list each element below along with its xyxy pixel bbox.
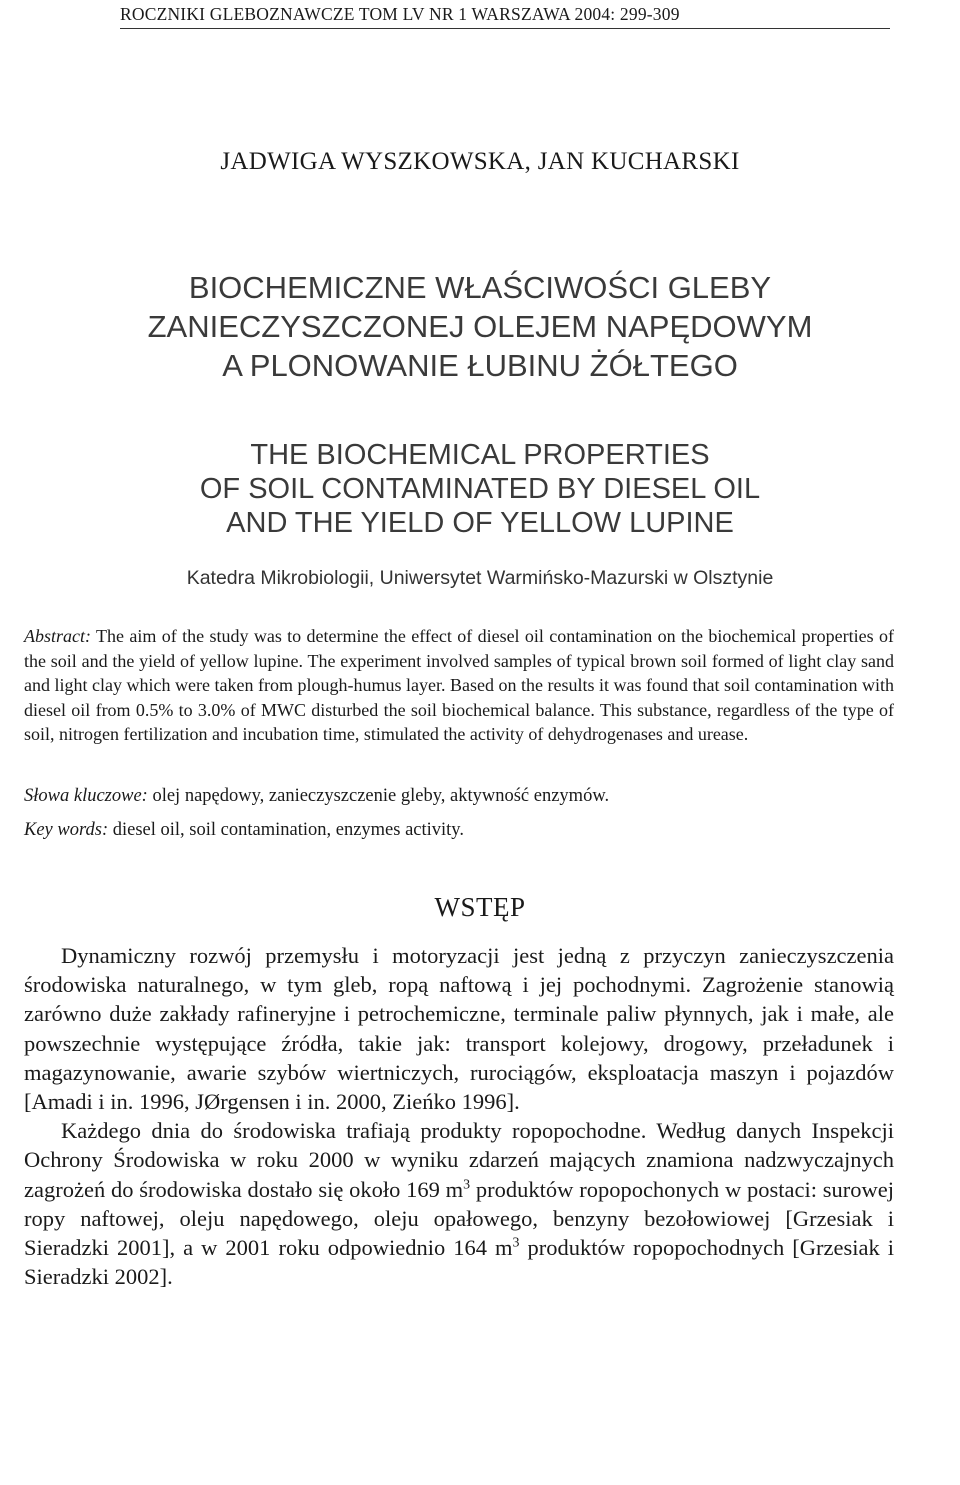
title-english-line: AND THE YIELD OF YELLOW LUPINE (226, 507, 734, 539)
title-polish-line: A PLONOWANIE ŁUBINU ŻÓŁTEGO (222, 348, 738, 383)
abstract-label: Abstract: (24, 626, 91, 646)
keywords-english (24, 820, 464, 841)
keywords-polish (24, 786, 609, 807)
title-english (0, 438, 960, 540)
body-paragraph (24, 1116, 894, 1291)
keywords-polish-label: Słowa kluczowe: (24, 786, 148, 806)
body-text-segment: produktów ropopochonych w postaci: surowej ropy naftowej, oleju napędowego, oleju opałowego, benzyny bezołowiowej [Grzesiak i Sieradzki 2001], a w 2001 roku odpowiednio 164 m (24, 1176, 894, 1261)
abstract-text: The aim of the study was to determine the effect of diesel oil contamination on the biochemical properties of the soil and the yield of yellow lupine. The experiment involved samples of typical brown soil formed of light clay sand and light clay which were taken from plough-humus layer. Based on the results it was found that soil contamination with diesel oil from 0.5% to 3.0% of MWC disturbed the soil biochemical balance. This substance, regardless of the type of soil, nitrogen fertilization and incubation time, stimulated the activity of dehydrogenases and urease. (24, 626, 894, 744)
keywords-english-text: diesel oil, soil contamination, enzymes activity. (112, 820, 464, 840)
authors: JADWIGA WYSZKOWSKA, JAN KUCHARSKI (220, 148, 740, 175)
keywords-polish-text: olej napędowy, zanieczyszczenie gleby, aktywność enzymów. (152, 786, 610, 806)
affiliation: Katedra Mikrobiologii, Uniwersytet Warmińsko-Mazurski w Olsztynie (186, 567, 774, 589)
title-english-line: THE BIOCHEMICAL PROPERTIES (250, 439, 710, 471)
title-polish (0, 268, 960, 385)
body-text (24, 941, 894, 1291)
superscript: 3 (512, 1235, 520, 1251)
abstract (24, 624, 894, 747)
title-polish-line: ZANIECZYSZCZONEJ OLEJEM NAPĘDOWYM (147, 309, 813, 344)
body-text-segment: Każdego dnia do środowiska trafiają produkty ropopochodne. Według danych Inspekcji Ochrony Środowiska w roku 2000 w wyniku zdarzeń mających znamiona nadzwyczajnych zagrożeń do środowiska dostało się około 169 m (24, 1118, 894, 1202)
running-head: ROCZNIKI GLEBOZNAWCZE TOM LV NR 1 WARSZAWA 2004: 299-309 (120, 4, 890, 29)
section-heading: WSTĘP (434, 892, 526, 922)
title-polish-line: BIOCHEMICZNE WŁAŚCIWOŚCI GLEBY (188, 270, 772, 305)
title-english-line: OF SOIL CONTAMINATED BY DIESEL OIL (199, 473, 761, 505)
superscript: 3 (463, 1177, 471, 1193)
keywords-english-label: Key words: (24, 820, 109, 840)
body-text-segment: produktów ropopochodnych [Grzesiak i Sieradzki 2002]. (24, 1235, 894, 1290)
body-paragraph: Dynamiczny rozwój przemysłu i motoryzacji jest jedną z przyczyn zanieczyszczenia środowiska naturalnego, w tym gleb, ropą naftową i jej pochodnymi. Zagrożenie stanowią zarówno duże zakłady rafineryjne i petrochemiczne, terminale paliw płynnych, jak i małe, ale powszechnie występujące źródła, takie jak: transport kolejowy, drogowy, przeładunek i magazynowanie, awarie szybów wiertniczych, rurociągów, eksploatacja maszyn i pojazdów [Amadi i in. 1996, JØrgensen i in. 2000, Zieńko 1996]. (24, 943, 894, 1115)
